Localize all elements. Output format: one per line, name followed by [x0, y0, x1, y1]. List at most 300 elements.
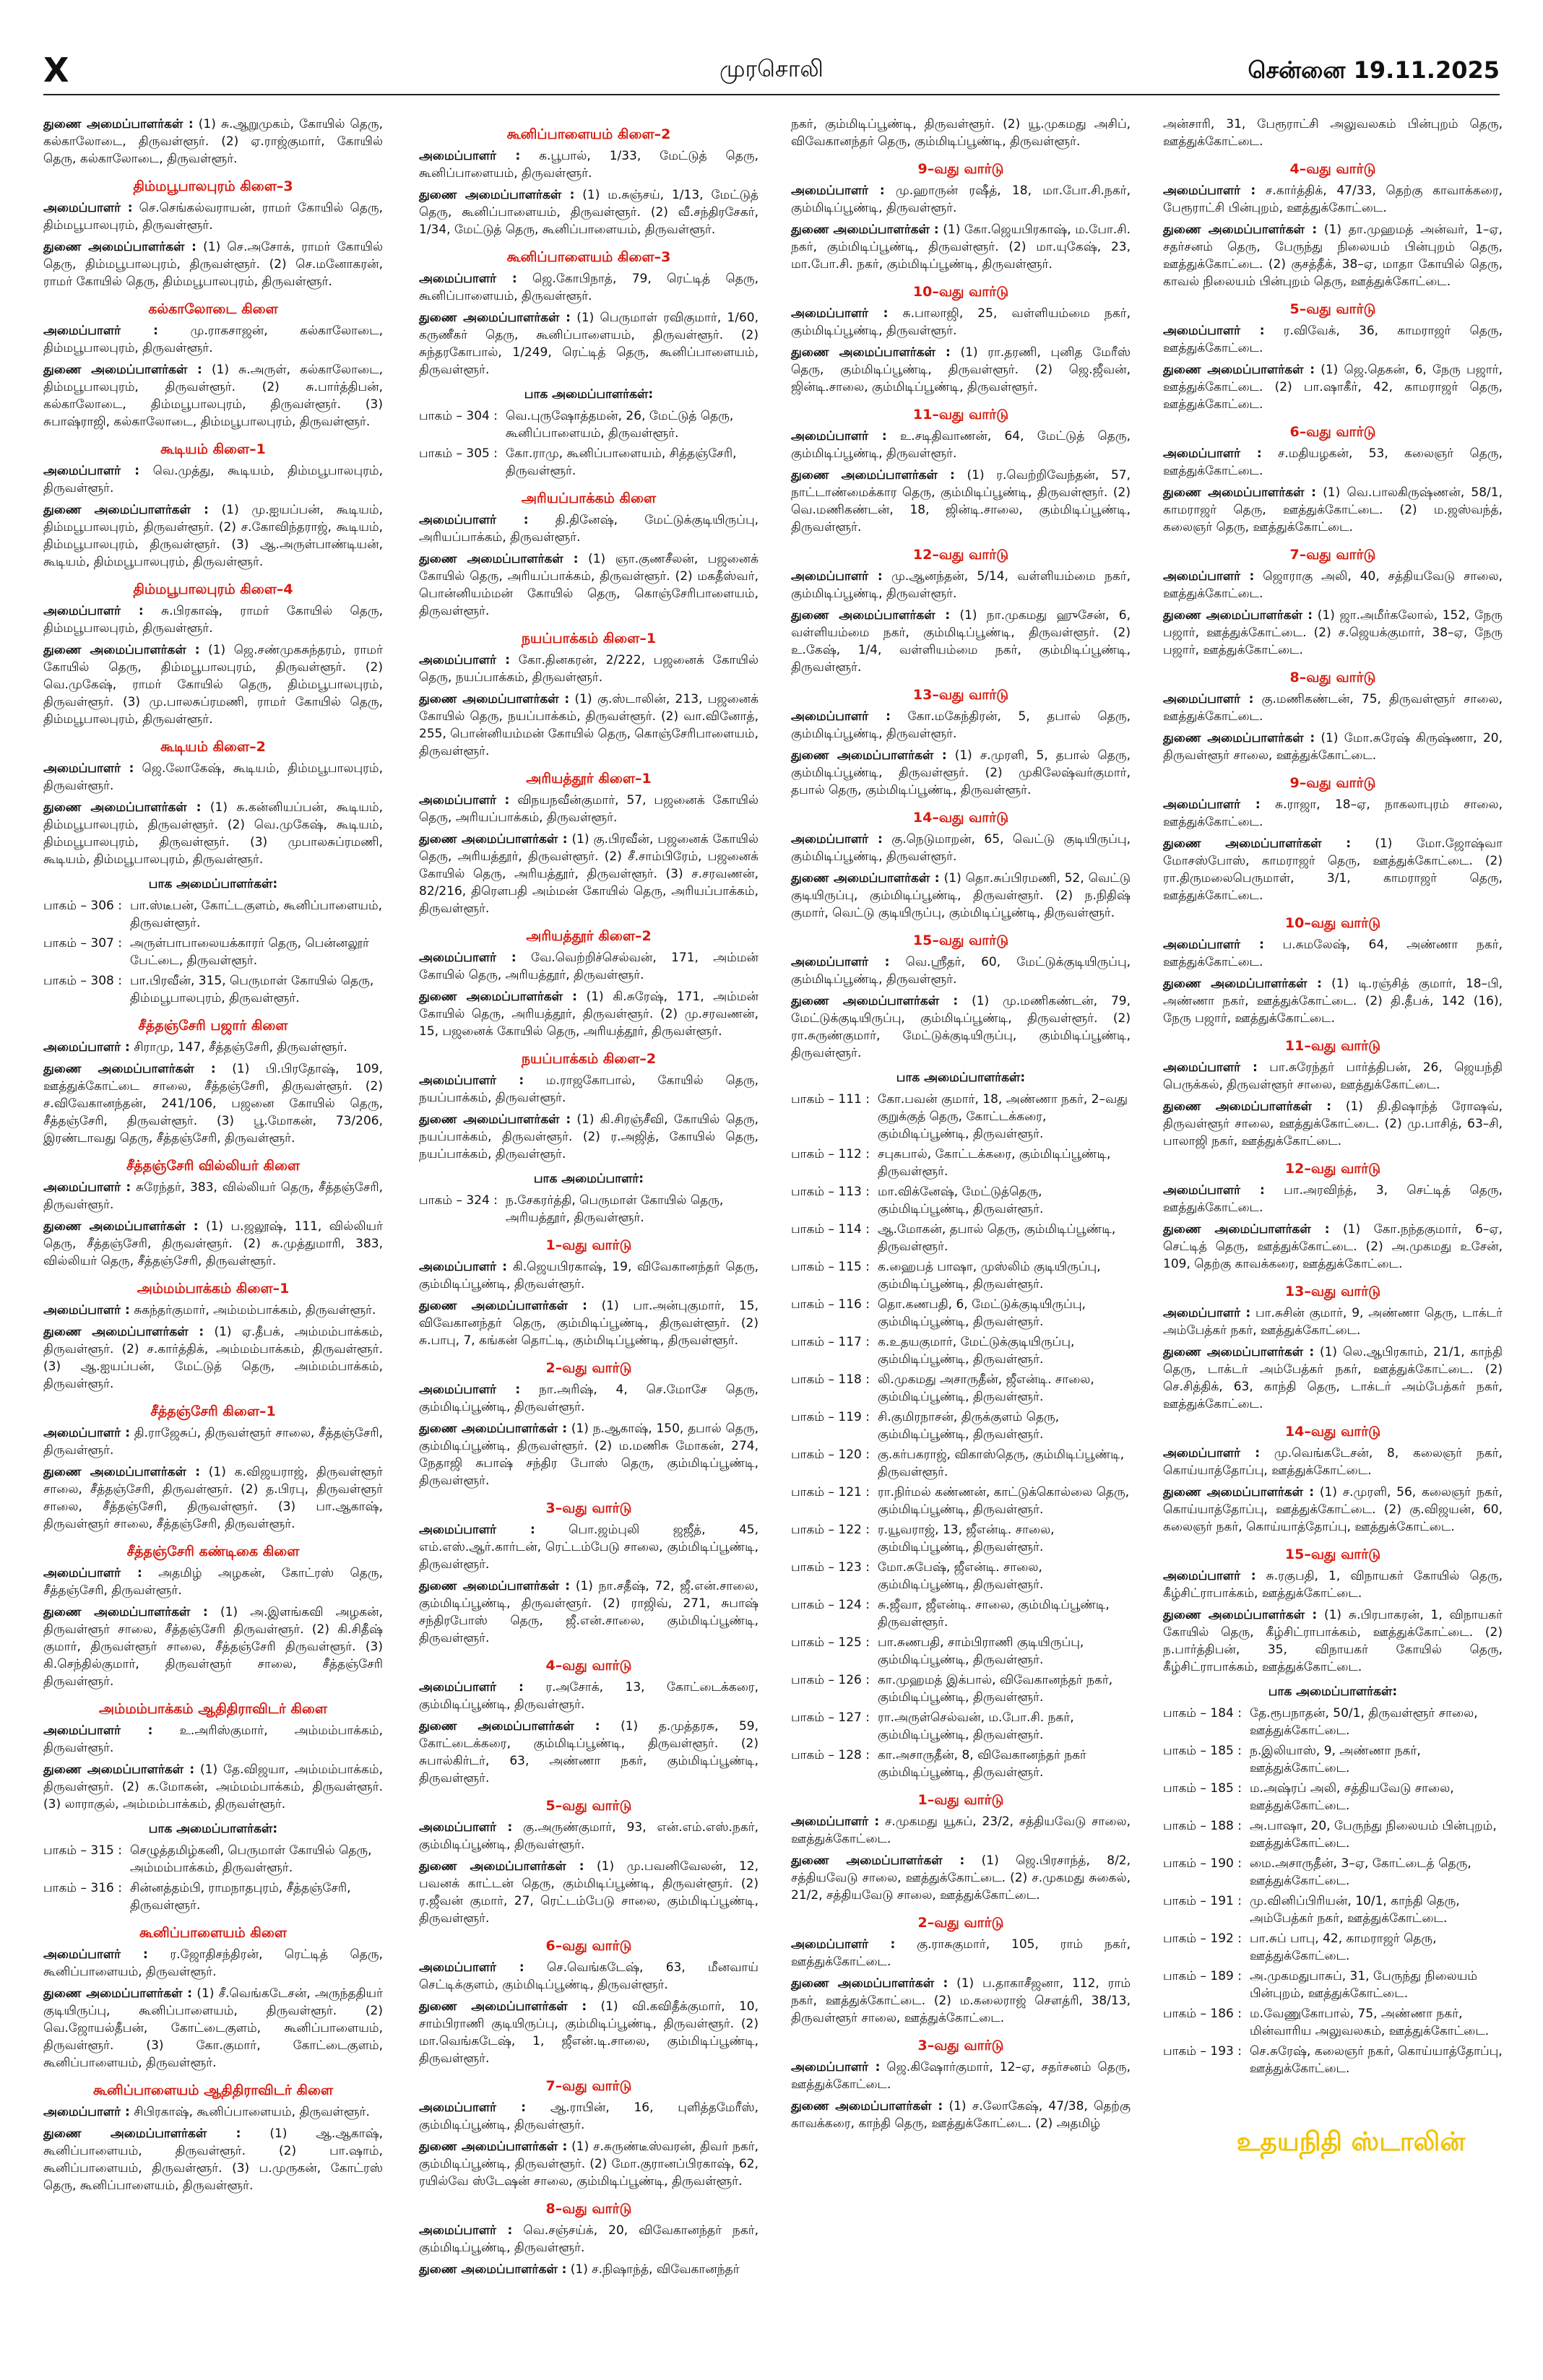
- booth-entry: [791, 1258, 1131, 1293]
- entry-text: (1) ச.முரளி, 56, கலைஞர் நகர், கொய்யாத்தோப்பு, ஊத்துக்கோட்டை. (2) கு.விஜயன், 60, கலைஞர் நகர், கொய்யாத்தோப்பு, ஊத்துக்கோட்டை.: [1163, 1485, 1503, 1534]
- entry-text: (1) மு.பவனிவேலன், 12, பவனக் காட்டன் தெரு, கும்மிடிப்பூண்டி, திருவள்ளூர். (2) ர.ஜீவன் குமார், 27, ரெட்டம்பேடு சாலை, கும்மிடிப்பூண்டி, திருவள்ளூர்.: [419, 1859, 759, 1926]
- entry-text: (1) ஆ.ஆகாஷ், கூனிப்பாளையம், திருவள்ளூர். (2) பா.ஷாம், கூனிப்பாளையம், திருவள்ளூர். (3) ப.முருகன், கோட்ரஸ் தெரு, கூனிப்பாளையம், திருவள்ளூர்.: [43, 2126, 384, 2193]
- entry-text: (1) மோ.ஜோஷ்வா மோசஸ்போஸ், காமராஜர் தெரு, ஊத்துக்கோட்டை. (2) ரா.திருமலைபெருமாள், 3/1, காமராஜர் தெரு, ஊத்துக்கோட்டை.: [1163, 836, 1503, 903]
- continued-text: நகர், கும்மிடிப்பூண்டி, திருவள்ளூர். (2) யூ.முகமது அசிப், விவேகானந்தர் தெரு, கும்மிடிப்பூண்டி, திருவள்ளூர்.: [791, 117, 1131, 149]
- booth-number: பாகம் – 193 :: [1163, 2044, 1242, 2059]
- entry-text: வெ.ஸ்ரீதர், 60, மேட்டுக்குடியிருப்பு, கும்மிடிப்பூண்டி, திருவள்ளூர்.: [791, 955, 1131, 987]
- organiser-label: அமைப்பாளர் :: [43, 604, 144, 618]
- organiser-entry: [43, 1179, 383, 1213]
- deputy-organisers-entry: [43, 1060, 383, 1147]
- organiser-entry: [1163, 796, 1503, 831]
- signature: உதயநிதி ஸ்டாலின்: [1236, 2127, 1466, 2157]
- entry-text: (1) த.முத்தரசு, 59, கோட்டைக்கரை, கும்மிடிப்பூண்டி, திருவள்ளூர். (2) சுபால்கிர்டர், 63, அண்ணா நகர், கும்மிடிப்பூண்டி, திருவள்ளூர்.: [419, 1719, 759, 1786]
- section-heading: கூடியம் கிளை–1: [160, 441, 266, 457]
- entry-text: (1) தே.விஜயா, அம்மம்பாக்கம், திருவள்ளூர். (2) க.மோகன், அம்மம்பாக்கம், திருவள்ளூர். (3) லாராகுல், அம்மம்பாக்கம், திருவள்ளூர்.: [43, 1762, 383, 1812]
- booth-organiser: அருள்பாபாலையக்காரர் தெரு, பென்னலூர் பேட்டை, திருவள்ளூர்.: [130, 936, 369, 968]
- organiser-label: அமைப்பாளர் :: [791, 832, 883, 847]
- organiser-label: அமைப்பாளர் :: [791, 1937, 896, 1952]
- organiser-label: அமைப்பாளர் :: [43, 1723, 153, 1738]
- organiser-label: அமைப்பாளர் :: [43, 464, 140, 478]
- booth-organiser: சி.குமிரநாசன், திருக்குளம் தெரு, கும்மிடிப்பூண்டி, திருவள்ளூர்.: [878, 1410, 1060, 1442]
- booth-organiser: வெ.புருஷோத்தமன், 26, மேட்டுத் தெரு, கூனிப்பாளையம், திருவள்ளூர்.: [506, 409, 734, 441]
- deputy-organisers-entry: [419, 1718, 758, 1787]
- deputy-label: துணை அமைப்பாளர்கள் :: [791, 2099, 943, 2113]
- entry-text: உ.அரிஸ்குமார், அம்மம்பாக்கம், திருவள்ளூர்.: [43, 1723, 384, 1755]
- organiser-label: அமைப்பாளர் :: [43, 1303, 130, 1317]
- booth-organiser: கா.முஹமத் இக்பால், விவேகானந்தர் நகர், கும்மிடிப்பூண்டி, திருவள்ளூர்.: [878, 1673, 1113, 1705]
- booth-organiser: பா.பிரவீன், 315, பெருமாள் கோயில் தெரு, திம்மபூபாலபுரம், திருவள்ளூர்.: [130, 974, 374, 1005]
- booth-entry: [1163, 1892, 1503, 1927]
- entry-text: (1) க.விஜயராஜ், திருவள்ளூர் சாலை, சீத்தஞ்சேரி, திருவள்ளூர். (2) த.பிரபு, திருவள்ளூர் சாலை, சீத்தஞ்சேரி, திருவள்ளூர். (3) பா.ஆகாஷ், திருவள்ளூர் சாலை, சீத்தஞ்சேரி, திருவள்ளூர்.: [43, 1465, 384, 1531]
- deputy-organisers-entry: [43, 238, 383, 290]
- entry-text: (1) சு.அருள், கல்காலோடை, திம்மபூபாலபுரம், திருவள்ளூர். (2) சு.பார்த்திபன், கல்காலோடை, திம்மபூபாலபுரம், திருவள்ளூர். (3) சுபாஷ்ராஜி, கல்காலோடை, திம்மபூபாலபுரம், திருவள்ளூர்.: [43, 363, 384, 429]
- organiser-label: அமைப்பாளர் :: [419, 951, 517, 965]
- deputy-organisers-entry: [419, 550, 758, 620]
- deputy-label: துணை அமைப்பாளர்கள் :: [43, 1465, 201, 1479]
- booth-entry: [43, 935, 383, 969]
- entry-text: (1) ச.லோகேஷ், 47/38, தெற்கு காவக்கரை, காந்தி தெரு, ஊத்துக்கோட்டை. (2) அதமிழ்: [791, 2099, 1131, 2131]
- organiser-label: அமைப்பாளர் :: [43, 324, 158, 338]
- entry-text: வே.வெற்றிச்செல்வன், 171, அம்மன் கோயில் தெரு, அரியத்தூர், திருவள்ளூர்.: [419, 951, 759, 982]
- booth-number: பாகம் – 125 :: [791, 1635, 870, 1650]
- entry-text: சு.ரகுபதி, 1, விநாயகர் கோயில் தெரு, கீழ்சிட்ராபாக்கம், ஊத்துக்கோட்டை.: [1163, 1569, 1503, 1601]
- deputy-organisers-entry: [1163, 484, 1503, 536]
- entry-text: சுரேந்தர், 383, வில்லியர் தெரு, சீத்தஞ்சேரி, திருவள்ளூர்.: [43, 1180, 384, 1212]
- booth-number: பாகம் – 307 :: [43, 936, 122, 951]
- section-heading: 8–வது வார்டு: [1289, 670, 1376, 685]
- organiser-label: அமைப்பாளர் :: [43, 1426, 131, 1440]
- edition-date: சென்னை 19.11.2025: [1248, 56, 1500, 84]
- entry-text: (1) லெ.ஆபிரகாம், 21/1, காந்தி தெரு, டாக்டர் அம்பேத்கர் நகர், ஊத்துக்கோட்டை. (2) செ.சித்திக், 63, காந்தி தெரு, டாக்டர் அம்பேத்கர் நகர், ஊத்துக்கோட்டை.: [1163, 1345, 1503, 1411]
- organiser-label: அமைப்பாளர் :: [43, 761, 134, 776]
- booth-entry: [791, 1671, 1131, 1706]
- booth-organiser: மா.விக்னேஷ், மேட்டுத்தெரு, கும்மிடிப்பூண்டி, திருவள்ளூர்.: [878, 1185, 1044, 1216]
- organiser-label: அமைப்பாளர் :: [1163, 183, 1256, 198]
- entry-text: சுகந்தர்குமார், அம்மம்பாக்கம், திருவள்ளூர்.: [134, 1303, 376, 1317]
- organiser-label: அமைப்பாளர் :: [1163, 797, 1261, 812]
- entry-text: (1) பி.பிரதோஷ், 109, ஊத்துக்கோட்டை சாலை, சீத்தஞ்சேரி, திருவள்ளூர். (2) ச.விவேகானந்தன், 241/106, பஜனை கோயில் தெரு, சீத்தஞ்சேரி, திருவள்ளூர். (3) பூ.மோகன், 73/206, இரண்டாவது தெரு, சீத்தஞ்சேரி, திருவள்ளூர்.: [43, 1062, 383, 1146]
- booth-number: பாகம் – 315 :: [43, 1843, 122, 1858]
- entry-text: (1) ஏ.தீபக், அம்மம்பாக்கம், திருவள்ளூர். (2) ச.கார்த்திக், அம்மம்பாக்கம், திருவள்ளூர். (3) ஆ.ஐயப்பன், மேட்டுத் தெரு, அம்மம்பாக்கம், திருவள்ளூர்.: [43, 1325, 384, 1391]
- section-heading: 7–வது வார்டு: [1289, 547, 1376, 563]
- deputy-label: துணை அமைப்பாளர்கள் :: [791, 994, 959, 1008]
- deputy-organisers-entry: [791, 221, 1131, 273]
- booth-entry: [791, 1596, 1131, 1631]
- column-1: [43, 116, 383, 2199]
- booth-entry: [791, 1333, 1131, 1368]
- booth-organisers-heading: பாக அமைப்பாளர்கள்:: [524, 387, 654, 402]
- organiser-entry: [419, 1819, 758, 1853]
- deputy-label: துணை அமைப்பாளர்கள் :: [1163, 977, 1322, 991]
- booth-organisers-heading: பாக அமைப்பாளர்:: [533, 1172, 644, 1186]
- entry-text: (1) வெ.பாலகிருஷ்ணன், 58/1, காமராஜர் தெரு, ஊத்துக்கோட்டை. (2) ம.ஜஸ்வந்த், கலைஞர் தெரு, ஊத்துக்கோட்டை.: [1163, 485, 1503, 535]
- organiser-entry: [1163, 1304, 1503, 1339]
- booth-entry: [791, 1371, 1131, 1406]
- booth-organiser: ரா.அருள்செல்வன், ம.போ.சி. நகர், கும்மிடிப்பூண்டி, திருவள்ளூர்.: [878, 1710, 1074, 1742]
- organiser-entry: [419, 147, 758, 182]
- entry-text: (1) அ.இளங்கவி அழகன், திருவள்ளூர் சாலை, சீத்தஞ்சேரி திருவள்ளூர். (2) கி.சிதீஷ் குமார், திருவள்ளூர் சாலை, சீத்தஞ்சேரி திருவள்ளூர். (3) கி.செந்தில்குமார், திருவள்ளூர் சாலை, சீத்தஞ்சேரி திருவள்ளூர்.: [43, 1605, 383, 1689]
- entry-text: (1) ச.நிஷாந்த், விவேகானந்தர்: [570, 2262, 740, 2277]
- deputy-label: துணை அமைப்பாளர்கள் :: [43, 1325, 204, 1339]
- deputy-organisers-entry: [1163, 1606, 1503, 1676]
- booth-number: பாகம் – 126 :: [791, 1673, 870, 1687]
- deputy-label: துணை அமைப்பாளர்கள் :: [1163, 608, 1313, 623]
- organiser-entry: [419, 1679, 758, 1713]
- organiser-label: அமைப்பாளர் :: [1163, 1183, 1265, 1198]
- booth-number: பாகம் – 190 :: [1163, 1856, 1242, 1871]
- organiser-label: அமைப்பாளர் :: [419, 1382, 521, 1397]
- organiser-entry: [419, 1521, 758, 1573]
- organiser-label: அமைப்பாளர் :: [419, 793, 510, 808]
- organiser-entry: [1163, 691, 1503, 725]
- section-heading: 3–வது வார்டு: [917, 2038, 1004, 2054]
- organiser-label: அமைப்பாளர் :: [419, 1260, 508, 1274]
- masthead: [43, 51, 1500, 95]
- deputy-organisers-entry: [419, 309, 758, 378]
- deputy-label: துணை அமைப்பாளர்கள் :: [791, 1976, 948, 1991]
- deputy-label: துணை அமைப்பாளர்கள் :: [1163, 1222, 1330, 1237]
- booth-number: பாகம் – 116 :: [791, 1297, 870, 1312]
- booth-number: பாகம் – 192 :: [1163, 1931, 1242, 1946]
- section-heading: 12–வது வார்டு: [912, 547, 1009, 563]
- organiser-label: அமைப்பாளர் :: [43, 1180, 131, 1195]
- booth-organiser: அ.பாஷா, 20, பேருந்து நிலையம் பின்புறம், ஊத்துக்கோட்டை.: [1250, 1819, 1497, 1851]
- organiser-entry: [791, 428, 1131, 462]
- deputy-label: துணை அமைப்பாளர்கள் :: [1163, 731, 1315, 745]
- deputy-label: துணை அமைப்பாளர்கள் :: [419, 1112, 571, 1127]
- organiser-label: அமைப்பாளர் :: [43, 1947, 148, 1962]
- organiser-entry: [419, 1072, 758, 1107]
- booth-number: பாகம் – 128 :: [791, 1748, 870, 1762]
- booth-organiser: பா.சுப் பாபு, 42, காமராஜர் தெரு, ஊத்துக்கோட்டை.: [1250, 1931, 1437, 1963]
- organiser-entry: [43, 2103, 383, 2121]
- organiser-entry: [419, 2222, 758, 2256]
- section-heading: 1–வது வார்டு: [917, 1792, 1004, 1808]
- deputy-organisers-entry: [1163, 975, 1503, 1027]
- booth-entry: [419, 445, 758, 480]
- entry-text: (1) கோ.நந்தகுமார், 6–ஏ, செட்டித் தெரு, ஊத்துக்கோட்டை. (2) அ.முகமது உசேன், 109, தெற்கு காவக்கரை, ஊத்துக்கோட்டை.: [1163, 1222, 1503, 1271]
- deputy-label: துணை அமைப்பாளர்கள் :: [1163, 1608, 1318, 1622]
- booth-entry: [791, 1634, 1131, 1669]
- section-heading: திம்மபூபாலபுரம் கிளை–3: [133, 178, 293, 194]
- booth-number: பாகம் – 127 :: [791, 1710, 870, 1725]
- entry-text: (1) சு.பிரபாகரன், 1, விநாயகர் கோயில் தெரு, கீழ்சிட்ராபாக்கம், ஊத்துக்கோட்டை. (2) ந.பார்த்திபன், 35, விநாயகர் கோயில் தெரு, கீழ்சிட்ராபாக்கம், ஊத்துக்கோட்டை.: [1163, 1608, 1503, 1674]
- entry-text: செ.வெங்கடேஷ், 63, மீனவாய் செட்டிக்குளம், கும்மிடிப்பூண்டி, திருவள்ளூர்.: [419, 1960, 758, 1992]
- section-heading: சீத்தஞ்சேரி கிளை–1: [150, 1403, 276, 1419]
- entry-text: பா.அரவிந்த், 3, செட்டித் தெரு, ஊத்துக்கோட்டை.: [1163, 1183, 1503, 1215]
- organiser-label: அமைப்பாளர் :: [419, 1523, 535, 1537]
- booth-number: பாகம் – 119 :: [791, 1410, 870, 1424]
- organiser-label: அமைப்பாளர் :: [419, 513, 529, 527]
- entry-text: (1) ப.தாகாசீஜனா, 112, ராம் நகர், ஊத்துக்கோட்டை. (2) ம.கலைராஜ் சௌத்ரி, 38/13, திருவள்ளூர் சாலை, ஊத்துக்கோட்டை.: [791, 1976, 1131, 2025]
- organiser-label: அமைப்பாளர் :: [1163, 692, 1254, 706]
- deputy-label: துணை அமைப்பாளர்கள் :: [419, 2262, 567, 2277]
- deputy-label: துணை அமைப்பாளர்கள் :: [791, 468, 955, 483]
- booth-entry: [791, 1484, 1131, 1518]
- entry-text: கு.ராசுகுமார், 105, ராம் நகர், ஊத்துக்கோட்டை.: [791, 1937, 1131, 1969]
- booth-organiser: தே.ரூபநாதன், 50/1, திருவள்ளூர் சாலை, ஊத்துக்கோட்டை.: [1250, 1706, 1478, 1738]
- section-heading: கூனிப்பாளையம் கிளை–3: [506, 249, 671, 265]
- deputy-organisers-entry: [1163, 361, 1503, 413]
- deputy-label: துணை அமைப்பாளர்கள் :: [419, 1859, 584, 1874]
- organiser-label: அமைப்பாளர் :: [1163, 1569, 1256, 1583]
- section-heading: 6–வது வார்டு: [545, 1938, 632, 1954]
- entry-text: கு.நெடுமாறன், 65, வெட்டு குடியிருப்பு, கும்மிடிப்பூண்டி, திருவள்ளூர்.: [791, 832, 1131, 864]
- entry-text: மு.வெங்கடேசன், 8, கலைஞர் நகர், கொய்யாத்தோப்பு, ஊத்துக்கோட்டை.: [1163, 1446, 1503, 1478]
- deputy-organisers-entry: [419, 1111, 758, 1163]
- entry-text: சு.பாலாஜி, 25, வள்ளியம்மை நகர், கும்மிடிப்பூண்டி, திருவள்ளூர்.: [791, 306, 1131, 338]
- deputy-label: துணை அமைப்பாளர்கள் :: [43, 363, 202, 377]
- booth-organiser: கோ.பவன் குமார், 18, அண்ணா நகர், 2–வது குறுக்குத் தெரு, கோட்டக்கரை, கும்மிடிப்பூண்டி, திருவள்ளூர்.: [878, 1092, 1128, 1141]
- organiser-label: அமைப்பாளர் :: [1163, 1446, 1261, 1461]
- entry-text: (1) ரா.தரணி, புனித மேரீஸ் தெரு, கும்மிடிப்பூண்டி, திருவள்ளூர். (2) ஜெ.ஜீவன், ஜின்டி.சாலை, கும்மிடிப்பூண்டி, திருவள்ளூர்.: [791, 345, 1131, 394]
- section-heading: கூடியம் கிளை–2: [160, 739, 266, 755]
- entry-text: ஜெ.கோபிநாத், 79, ரெட்டித் தெரு, கூனிப்பாளையம், திருவள்ளூர்.: [419, 272, 758, 303]
- deputy-label: துணை அமைப்பாளர்கள் :: [419, 832, 568, 847]
- section-heading: சீத்தஞ்சேரி வில்லியர் கிளை: [126, 1158, 301, 1174]
- booth-entry: [791, 1747, 1131, 1781]
- deputy-label: துணை அமைப்பாளர்கள் :: [43, 503, 209, 517]
- organiser-label: அமைப்பாளர் :: [43, 1040, 130, 1055]
- entry-text: (1) ஜெ.பிரசாந்த், 8/2, சத்தியவேடு சாலை, ஊத்துக்கோட்டை. (2) ச.முகமது சுகைல், 21/2, சத்தியவேடு சாலை, ஊத்துக்கோட்டை.: [791, 1853, 1131, 1903]
- organiser-entry: [791, 182, 1131, 217]
- booth-entry: [791, 1146, 1131, 1180]
- booth-number: பாகம் – 189 :: [1163, 1969, 1242, 1983]
- deputy-organisers-entry: [1163, 607, 1503, 659]
- column-3: [791, 116, 1131, 2137]
- entry-text: மு.ராகசாஜன், கல்காலோடை, திம்மபூபாலபுரம், திருவள்ளூர்.: [43, 324, 384, 355]
- section-heading: 15–வது வார்டு: [1284, 1546, 1381, 1562]
- booth-organiser: சின்னத்தம்பி, ராமநாதபுரம், சீத்தஞ்சேரி, திருவள்ளூர்.: [130, 1881, 351, 1913]
- booth-number: பாகம் – 316 :: [43, 1881, 122, 1895]
- organiser-label: அமைப்பாளர் :: [419, 272, 517, 286]
- booth-number: பாகம் – 118 :: [791, 1372, 870, 1387]
- organiser-label: அமைப்பாளர் :: [791, 709, 891, 724]
- booth-organiser: பா.சுணபதி, சாம்பிராணி குடியிருப்பு, கும்மிடிப்பூண்டி, திருவள்ளூர்.: [878, 1635, 1084, 1667]
- section-heading: 14–வது வார்டு: [1284, 1424, 1381, 1440]
- entry-text: சு.ராஜா, 18–ஏ, நாகலாபுரம் சாலை, ஊத்துக்கோட்டை.: [1163, 797, 1503, 829]
- booth-number: பாகம் – 304 :: [419, 409, 498, 423]
- booth-organiser: ந.சேகரர்த்தி, பெருமாள் கோயில் தெரு, அரியத்தூர், திருவள்ளூர்.: [506, 1193, 724, 1225]
- entry-text: (1) கு.பிரவீன், பஜனைக் கோயில் தெரு, அரியத்தூர், திருவள்ளூர். (2) சீ.சாம்பிரேம், பஜனைக் கோயில் தெரு, அரியத்தூர், திருவள்ளூர். (3) ச.சரவணன், 82/216, திரௌபதி அம்மன் கோயில் தெரு, அரியப்பாக்கம், திருவள்ளூர்.: [419, 832, 759, 916]
- section-heading: 10–வது வார்டு: [912, 284, 1009, 300]
- deputy-label: துணை அமைப்பாளர்கள் :: [791, 222, 939, 237]
- entry-text: சிராமு, 147, சீத்தஞ்சேரி, திருவள்ளூர்.: [134, 1040, 347, 1055]
- deputy-label: துணை அமைப்பாளர்கள் :: [419, 1999, 587, 2014]
- organiser-label: அமைப்பாளர் :: [43, 2105, 130, 2119]
- organiser-entry: [419, 270, 758, 305]
- booth-organiser: அ.முகமதுபாசுப், 31, பேருந்து நிலையம் பின்புறம், ஊத்துக்கோட்டை.: [1250, 1969, 1478, 2001]
- organiser-entry: [1163, 1567, 1503, 1602]
- deputy-label: துணை அமைப்பாளர்கள் :: [43, 1605, 208, 1619]
- organiser-entry: [1163, 1182, 1503, 1216]
- entry-text: (1) ம.சுஞ்சய், 1/13, மேட்டுத் தெரு, கூனிப்பாளையம், திருவள்ளூர். (2) வீ.சந்திரசேகர், 1/34, மேட்டுத் தெரு, கூனிப்பாளையம், திருவள்ளூர்.: [419, 188, 758, 237]
- deputy-label: துணை அமைப்பாளர்கள் :: [791, 608, 951, 623]
- booth-organiser: கோ.ராமு, கூனிப்பாளையம், சித்தஞ்சேரி, திருவள்ளூர்.: [506, 446, 737, 478]
- section-heading: 11–வது வார்டு: [912, 407, 1009, 423]
- booth-number: பாகம் – 120 :: [791, 1448, 870, 1462]
- deputy-organisers-entry: [43, 1463, 383, 1533]
- booth-entry: [791, 1183, 1131, 1218]
- entry-text: கோ.தினகரன், 2/222, பஜனைக் கோயில் தெரு, நயப்பாக்கம், திருவள்ளூர்.: [419, 653, 759, 685]
- section-heading: கூனிப்பாளையம் ஆதிதிராவிடர் கிளை: [92, 2082, 334, 2098]
- organiser-entry: [43, 199, 383, 234]
- entry-text: ர.ஜோதிசந்திரன், ரெட்டித் தெரு, கூனிப்பாளையம், திருவள்ளூர்.: [43, 1947, 384, 1979]
- entry-text: ப.சுமலேஷ், 64, அண்ணா நகர், ஊத்துக்கோட்டை.: [1163, 938, 1503, 969]
- deputy-organisers-entry: [791, 1852, 1131, 1904]
- booth-number: பாகம் – 113 :: [791, 1185, 870, 1199]
- booth-number: பாகம் – 185 :: [1163, 1781, 1242, 1796]
- deputy-organisers-entry: [43, 116, 383, 168]
- entry-text: நா.அரிஷ், 4, செ.மோசே தெரு, கும்மிடிப்பூண்டி, திருவள்ளூர்.: [419, 1382, 759, 1414]
- booth-organiser: தொ.கணபதி, 6, மேட்டுக்குடியிருப்பு, கும்மிடிப்பூண்டி, திருவள்ளூர்.: [878, 1297, 1086, 1329]
- section-heading: சீத்தஞ்சேரி கண்டிகை கிளை: [126, 1544, 300, 1559]
- section-heading: 7–வது வார்டு: [545, 2078, 632, 2094]
- deputy-label: துணை அமைப்பாளர்கள் :: [1163, 836, 1352, 851]
- organiser-entry: [419, 511, 758, 546]
- booth-number: பாகம் – 121 :: [791, 1485, 870, 1500]
- booth-number: பாகம் – 112 :: [791, 1147, 870, 1161]
- deputy-label: துணை அமைப்பாளர்கள் :: [791, 748, 947, 763]
- section-heading: அம்மம்பாக்கம் கிளை–1: [137, 1281, 290, 1297]
- deputy-organisers-entry: [43, 1323, 383, 1393]
- deputy-label: துணை அமைப்பாளர்கள் :: [1163, 1345, 1315, 1359]
- organiser-entry: [419, 652, 758, 686]
- booth-entry: [419, 407, 758, 442]
- entry-text: (1) சு.கன்னியப்பன், கூடியம், திம்மபூபாலபுரம், திருவள்ளூர். (2) வெ.முகேஷ், கூடியம், திம்மபூபாலபுரம், திருவள்ளூர். (3) முபாலசுப்ரமணி, கூடியம், திம்மபூபாலபுரம், திருவள்ளூர்.: [43, 800, 384, 867]
- entry-text: பொ.ஜம்புலி ஜஜீத், 45, எம்.எஸ்.ஆர்.கார்டன், ரெட்டம்பேடு சாலை, கும்மிடிப்பூண்டி, திருவள்ளூர்.: [419, 1523, 759, 1572]
- deputy-organisers-entry: [43, 799, 383, 868]
- section-heading: 1–வது வார்டு: [545, 1237, 632, 1253]
- entry-text: பா.சுசின் குமார், 9, அண்ணா தெரு, டாக்டர் அம்பேத்கர் நகர், ஊத்துக்கோட்டை.: [1163, 1306, 1503, 1338]
- organiser-entry: [791, 953, 1131, 988]
- entry-text: (1) கி.சுரேஷ், 171, அம்மன் கோயில் தெரு, அரியத்தூர், திருவள்ளூர். (2) மு.சரவணன், 15, பஜனைக் கோயில் தெரு, அரியத்தூர், திருவள்ளூர்.: [419, 990, 759, 1039]
- organiser-entry: [1163, 445, 1503, 480]
- booth-entry: [419, 1192, 758, 1226]
- section-heading: 9–வது வார்டு: [1289, 775, 1376, 791]
- booth-number: பாகம் – 306 :: [43, 899, 122, 913]
- deputy-organisers-entry: [419, 2261, 758, 2278]
- booth-organiser: ஆ.மோகன், தபால் தெரு, கும்மிடிப்பூண்டி, திருவள்ளூர்.: [878, 1222, 1116, 1254]
- deputy-label: துணை அமைப்பாளர்கள் :: [1163, 222, 1318, 237]
- section-heading: 13–வது வார்டு: [1284, 1284, 1381, 1299]
- page-mark: X: [43, 51, 69, 90]
- deputy-organisers-entry: [1163, 1098, 1503, 1150]
- entry-text: ஆ.ராபின், 16, புளித்தமேரீஸ், கும்மிடிப்பூண்டி, திருவள்ளூர்.: [419, 2100, 759, 2132]
- booth-organiser: க.உதயகுமார், மேட்டுக்குடியிருப்பு, கும்மிடிப்பூண்டி, திருவள்ளூர்.: [878, 1335, 1075, 1367]
- section-heading: அரியத்தூர் கிளை–2: [526, 928, 652, 944]
- booth-organiser: க.ஹைபத் பாஷா, முஸ்லிம் குடியிருப்பு, கும்மிடிப்பூண்டி, திருவள்ளூர்.: [878, 1260, 1101, 1291]
- entry-text: ச.மதியழகன், 53, கலைஞர் தெரு, ஊத்துக்கோட்டை.: [1163, 446, 1503, 478]
- deputy-organisers-entry: [43, 1218, 383, 1270]
- organiser-entry: [43, 1722, 383, 1757]
- organiser-label: அமைப்பாளர் :: [791, 183, 885, 198]
- section-heading: கூனிப்பாளையம் கிளை: [139, 1925, 287, 1941]
- booth-entry: [791, 1521, 1131, 1556]
- booth-entry: [43, 1879, 383, 1914]
- entry-text: மு.ஹாருன் ரஷீத், 18, மா.போ.சி.நகர், கும்மிடிப்பூண்டி, திருவள்ளூர்.: [791, 183, 1131, 215]
- deputy-label: துணை அமைப்பாளர்கள் :: [43, 1762, 195, 1777]
- organiser-label: அமைப்பாளர் :: [419, 2100, 527, 2115]
- booth-entry: [43, 897, 383, 932]
- deputy-label: துணை அமைப்பாளர்கள் :: [419, 311, 571, 325]
- deputy-organisers-entry: [791, 992, 1131, 1062]
- entry-text: (1) ஜெ.தெகன், 6, நேரு பஜார், ஊத்துக்கோட்டை. (2) பா.ஷாகீர், 42, காமராஜர் தெரு, ஊத்துக்கோட்டை.: [1163, 363, 1503, 412]
- booth-entry: [1163, 1968, 1503, 2002]
- organiser-entry: [419, 792, 758, 826]
- organiser-entry: [43, 1424, 383, 1459]
- entry-text: (1) பெருமாள் ரவிகுமார், 1/60, கருணீகர் தெரு, கூனிப்பாளையம், திருவள்ளூர். (2) சுந்தரகோபால், 1/249, ரெட்டித் தெரு, கூனிப்பாளையம், திருவள்ளூர்.: [419, 311, 759, 377]
- booth-organiser: ம.வேணுகோபால், 75, அண்ணா நகர், மின்வாரிய அலுவலகம், ஊத்துக்கோட்டை.: [1250, 2007, 1490, 2038]
- booth-entry: [1163, 1780, 1503, 1814]
- section-heading: நயப்பாக்கம் கிளை–2: [521, 1051, 657, 1067]
- column-4: [1163, 116, 1503, 2080]
- booth-organiser: கா.அசாருதீன், 8, விவேகானந்தர் நகர் கும்மிடிப்பூண்டி, திருவள்ளூர்.: [878, 1748, 1086, 1780]
- deputy-organisers-entry: [1163, 730, 1503, 764]
- entry-text: (1) ர.வெற்றிவேந்தன், 57, நாட்டாண்மைக்கார தெரு, கும்மிடிப்பூண்டி, திருவள்ளூர். (2) வெ.மணிகண்டன், 18, ஜின்டி.சாலை, கும்மிடிப்பூண்டி, திருவள்ளூர்.: [791, 468, 1131, 535]
- deputy-organisers-entry: [419, 1578, 758, 1647]
- deputy-organisers-entry: [1163, 835, 1503, 904]
- booth-entry: [791, 1296, 1131, 1330]
- deputy-label: துணை அமைப்பாளர்கள் :: [419, 1299, 587, 1313]
- booth-organisers-heading: பாக அமைப்பாளர்கள்:: [148, 1822, 278, 1836]
- entry-text: பா.சுரேந்தர் பார்த்திபன், 26, ஜெயந்தி பெருக்கல், திருவள்ளூர் சாலை, ஊத்துக்கோட்டை.: [1163, 1060, 1503, 1092]
- entry-text: ம.ராஜகோபால், கோயில் தெரு, நயப்பாக்கம், திருவள்ளூர்.: [419, 1073, 759, 1105]
- deputy-organisers-entry: [791, 1975, 1131, 2027]
- deputy-label: துணை அமைப்பாளர்கள் :: [419, 692, 570, 706]
- entry-text: (1) பா.அன்புகுமார், 15, விவேகானந்தர் தெரு, கும்மிடிப்பூண்டி, திருவள்ளூர். (2) சு.பாபு, 7, கங்கன் தொட்டி, கும்மிடிப்பூண்டி, திருவள்ளூர்.: [419, 1299, 759, 1348]
- organiser-entry: [791, 2059, 1131, 2093]
- deputy-label: துணை அமைப்பாளர்கள் :: [1163, 1485, 1315, 1500]
- section-heading: 4–வது வார்டு: [545, 1658, 632, 1674]
- booth-organiser: லி.முகமது அசாருதீன், ஜீஎன்டி. சாலை, கும்மிடிப்பூண்டி, திருவள்ளூர்.: [878, 1372, 1094, 1404]
- organiser-label: அமைப்பாளர் :: [1163, 938, 1264, 952]
- entry-text: (1) ச.முரளி, 5, தபால் தெரு, கும்மிடிப்பூண்டி, திருவள்ளூர். (2) முகிலேஷ்வர்குமார், தபால் தெரு, கும்மிடிப்பூண்டி, திருவள்ளூர்.: [791, 748, 1131, 797]
- organiser-entry: [43, 1946, 383, 1981]
- booth-entry: [1163, 2005, 1503, 2040]
- section-heading: 4–வது வார்டு: [1289, 161, 1376, 177]
- deputy-label: துணை அமைப்பாளர்கள் :: [43, 800, 202, 815]
- booth-number: பாகம் – 308 :: [43, 974, 122, 988]
- deputy-organisers-entry: [1163, 1343, 1503, 1413]
- organiser-entry: [419, 2099, 758, 2134]
- organiser-entry: [419, 1381, 758, 1416]
- organiser-entry: [43, 760, 383, 795]
- organiser-label: அமைப்பாளர் :: [43, 201, 133, 215]
- organiser-entry: [791, 708, 1131, 743]
- booth-entry: [1163, 1817, 1503, 1852]
- booth-entry: [791, 1559, 1131, 1593]
- booth-organisers-heading: பாக அமைப்பாளர்கள்:: [148, 877, 278, 891]
- organiser-entry: [419, 1959, 758, 1994]
- deputy-label: துணை அமைப்பாளர்கள் :: [419, 1579, 571, 1593]
- booth-entry: [1163, 2043, 1503, 2077]
- entry-text: (1) கு.ஸ்டாலின், 213, பஜனைக் கோயில் தெரு, நயப்பாக்கம், திருவள்ளூர். (2) வா.வினோத், 255, பொன்னியம்மன் கோயில் தெரு, கொஞ்சேரிபாளையம், திருவள்ளூர்.: [419, 692, 759, 758]
- organiser-entry: [43, 602, 383, 637]
- deputy-organisers-entry: [43, 641, 383, 728]
- booth-entry: [43, 1842, 383, 1877]
- booth-entry: [43, 972, 383, 1007]
- organiser-entry: [791, 831, 1131, 865]
- deputy-organisers-entry: [419, 1297, 758, 1349]
- organiser-label: அமைப்பாளர் :: [1163, 1060, 1258, 1075]
- entry-text: (1) மு.ஐயப்பன், கூடியம், திம்மபூபாலபுரம், திருவள்ளூர். (2) ச.கோவிந்தராஜ், கூடியம், திம்மபூபாலபுரம், திருவள்ளூர். (3) ஆ.அருள்பாண்டியன், கூடியம், திம்மபூபாலபுரம், திருவள்ளூர்.: [43, 503, 384, 569]
- entry-text: (1) ஞா.குணசீலன், பஜனைக் கோயில் தெரு, அரியப்பாக்கம், திருவள்ளூர். (2) மகதீஸ்வர், பொன்னியம்மன் கோயில் தெரு, கொஞ்சேரிபாளையம், திருவள்ளூர்.: [419, 552, 759, 618]
- entry-text: (1) ந.ஆகாஷ், 150, தபால் தெரு, கும்மிடிப்பூண்டி, திருவள்ளூர். (2) ம.மணிசு மோகன், 274, நேதாஜி சுபாஷ் சந்திர போஸ் தெரு, கும்மிடிப்பூண்டி, திருவள்ளூர்.: [419, 1421, 759, 1488]
- booth-number: பாகம் – 324 :: [419, 1193, 498, 1208]
- entry-text: தி.தினேஷ், மேட்டுக்குடியிருப்பு, அரியப்பாக்கம், திருவள்ளூர்.: [419, 513, 758, 545]
- deputy-organisers-entry: [43, 1604, 383, 1690]
